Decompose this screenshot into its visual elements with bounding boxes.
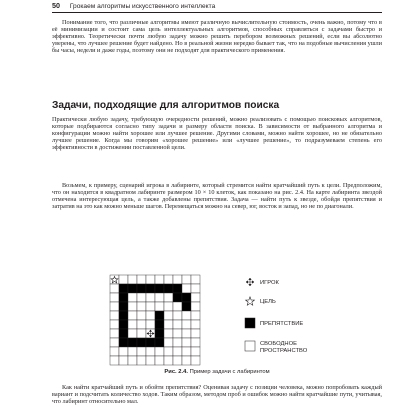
caption-text: Пример задачи с лабиринтом	[189, 369, 270, 375]
maze-legend	[245, 278, 308, 354]
maze-cell-free	[173, 338, 182, 347]
maze-cell-free	[146, 320, 155, 329]
maze-cell-free	[191, 284, 200, 293]
maze-cell-free	[110, 320, 119, 329]
maze-cell-free	[155, 356, 164, 365]
maze-cell-free	[182, 356, 191, 365]
maze-cell-free	[164, 338, 173, 347]
legend-goal-star-icon	[246, 297, 255, 305]
maze-cell-free	[191, 347, 200, 356]
maze-cell-free	[146, 356, 155, 365]
maze-cell-free	[164, 320, 173, 329]
maze-cell-free	[182, 320, 191, 329]
intro-paragraph: Понимание того, что различные алгоритмы имеют различную вычислительную стоимость, очень важно, потому что в её минимизации и состоит сама цель интеллектуальных алгоритмов, способных справляться с задачами быстро и эффективно. Теоретически почти любую задачу можно решить перебором возможных решений, если вы абсолютно уверены, что лучшее решение будет найдено. Но в реальной жизни нередко бывает так, что на подобные вычисления ушли бы часы, недели и даже годы, поэтому они не подходят для практического применения.	[52, 19, 382, 55]
maze-cell-free	[119, 347, 128, 356]
closing-paragraph: Как найти кратчайший путь и обойти препятствия? Оценивая задачу с позиции человека, можно попробовать каждый вариант и подсчитать количество ходов. Таким образом, методом проб и ошибок можно найти кратчайшие пути, учитывая, что лабиринт относительно мал.	[52, 384, 382, 406]
maze-cell-obstacle	[155, 311, 164, 320]
maze-grid	[110, 275, 200, 365]
maze-cell-obstacle	[155, 284, 164, 293]
maze-cell-free	[191, 275, 200, 284]
maze-cell-free	[128, 356, 137, 365]
running-header	[52, 0, 382, 12]
maze-cell-free	[110, 347, 119, 356]
maze-cell-free	[182, 311, 191, 320]
maze-cell-free	[146, 311, 155, 320]
maze-cell-free	[128, 302, 137, 311]
maze-cell-obstacle	[146, 284, 155, 293]
maze-cell-obstacle	[119, 320, 128, 329]
maze-cell-free	[110, 284, 119, 293]
maze-cell-free	[182, 284, 191, 293]
maze-cell-free	[146, 275, 155, 284]
maze-cell-free	[164, 302, 173, 311]
maze-scenario-paragraph: Возьмем, к примеру, сценарий игрока в лабиринте, который стремится найти кратчайший путь к цели. Предположим, что он находится в квадратном лабиринте размером 10 × 10 клеток, как показано на рис. 2.4. На карте лабиринта звездой отмечена интересующая цель, а также добавлены препятствия. Задача — найти путь к звезде, обойдя препятствия и затратив на это как можно меньше шагов. Перемещаться можно на север, юг, восток и запад, но не по диагонали.	[52, 182, 382, 211]
maze-cell-free	[182, 338, 191, 347]
legend-label: ПРЕПЯТСТВИЕ	[260, 321, 304, 328]
maze-cell-free	[164, 356, 173, 365]
maze-cell-free	[110, 302, 119, 311]
maze-cell-free	[137, 320, 146, 329]
maze-cell-free	[128, 293, 137, 302]
maze-cell-free	[119, 356, 128, 365]
maze-cell-obstacle	[155, 329, 164, 338]
maze-cell-free	[137, 293, 146, 302]
maze-cell-obstacle	[119, 338, 128, 347]
maze-cell-obstacle	[119, 284, 128, 293]
maze-diagram	[80, 274, 350, 366]
maze-cell-free	[110, 338, 119, 347]
maze-cell-free	[164, 275, 173, 284]
maze-cell-free	[191, 320, 200, 329]
maze-cell-free	[137, 302, 146, 311]
caption-label: Рис. 2.4.	[164, 369, 188, 375]
maze-cell-free	[182, 329, 191, 338]
maze-cell-free	[191, 302, 200, 311]
maze-cell-free	[146, 347, 155, 356]
maze-cell-free	[137, 329, 146, 338]
legend-obstacle-swatch	[245, 318, 255, 328]
legend-label: ПРОСТРАНСТВО	[260, 348, 308, 354]
maze-cell-obstacle	[173, 284, 182, 293]
page-number: 50	[52, 1, 60, 10]
maze-cell-free	[155, 302, 164, 311]
maze-cell-obstacle	[119, 329, 128, 338]
maze-cell-obstacle	[182, 302, 191, 311]
maze-cell-free	[191, 293, 200, 302]
maze-cell-free	[191, 311, 200, 320]
maze-cell-free	[146, 293, 155, 302]
maze-cell-obstacle	[119, 311, 128, 320]
maze-cell-free	[137, 311, 146, 320]
maze-cell-free	[182, 347, 191, 356]
maze-cell-obstacle	[137, 284, 146, 293]
maze-cell-obstacle	[146, 338, 155, 347]
maze-cell-free	[155, 275, 164, 284]
header-rule	[52, 12, 382, 13]
maze-cell-obstacle	[128, 338, 137, 347]
maze-cell-free	[128, 275, 137, 284]
maze-cell-free	[146, 302, 155, 311]
maze-cell-free	[164, 329, 173, 338]
search-problems-paragraph: Практически любую задачу, требующую очередности решений, можно реализовать с помощью поисковых алгоритмов, которые подбираются согласно типу задачи и размеру области поиска. В зависимости от выбранного алгоритма и конфигурации можно найти хорошее или лучшее решение. Другими словами, можно найти хорошее, но не обязательно лучшее решение. Когда мы говорим «хорошее решение» или «лучшее решение», то подразумеваем степень его эффективности в достижении поставленной цели.	[52, 116, 382, 152]
maze-cell-free	[173, 356, 182, 365]
maze-cell-free	[173, 302, 182, 311]
maze-cell-free	[173, 329, 182, 338]
maze-cell-free	[173, 275, 182, 284]
maze-cell-free	[164, 293, 173, 302]
maze-cell-free	[110, 311, 119, 320]
maze-cell-obstacle	[155, 320, 164, 329]
maze-cell-obstacle	[173, 293, 182, 302]
maze-cell-free	[164, 347, 173, 356]
maze-cell-obstacle	[128, 284, 137, 293]
legend-free-swatch	[245, 341, 255, 351]
legend-player-icon	[246, 278, 254, 286]
maze-cell-free	[128, 329, 137, 338]
maze-cell-free	[137, 356, 146, 365]
maze-cell-obstacle	[182, 293, 191, 302]
maze-cell-obstacle	[119, 293, 128, 302]
maze-cell-free	[110, 293, 119, 302]
maze-cell-free	[128, 311, 137, 320]
maze-cell-free	[137, 275, 146, 284]
maze-cell-free	[128, 347, 137, 356]
maze-cell-free	[110, 329, 119, 338]
maze-cell-free	[110, 356, 119, 365]
figure-caption	[52, 368, 382, 376]
maze-cell-free	[119, 275, 128, 284]
maze-cell-free	[182, 275, 191, 284]
maze-cell-free	[191, 329, 200, 338]
maze-cell-obstacle	[119, 302, 128, 311]
section-title: Задачи, подходящие для алгоритмов поиска	[52, 100, 280, 111]
maze-cell-obstacle	[155, 338, 164, 347]
running-title: Грокаем алгоритмы искусственного интеллекта	[69, 3, 216, 10]
maze-cell-free	[155, 293, 164, 302]
legend-label: ЦЕЛЬ	[260, 299, 276, 306]
maze-cell-obstacle	[164, 284, 173, 293]
legend-label: СВОБОДНОЕ	[260, 341, 297, 347]
maze-cell-free	[164, 311, 173, 320]
maze-cell-free	[191, 356, 200, 365]
maze-cell-free	[173, 347, 182, 356]
maze-figure	[80, 274, 350, 366]
maze-cell-free	[173, 320, 182, 329]
maze-cell-obstacle	[137, 338, 146, 347]
maze-cell-free	[128, 320, 137, 329]
maze-cell-free	[191, 338, 200, 347]
maze-cell-free	[155, 347, 164, 356]
legend-label: ИГРОК	[260, 280, 279, 287]
maze-cell-free	[173, 311, 182, 320]
maze-cell-free	[137, 347, 146, 356]
